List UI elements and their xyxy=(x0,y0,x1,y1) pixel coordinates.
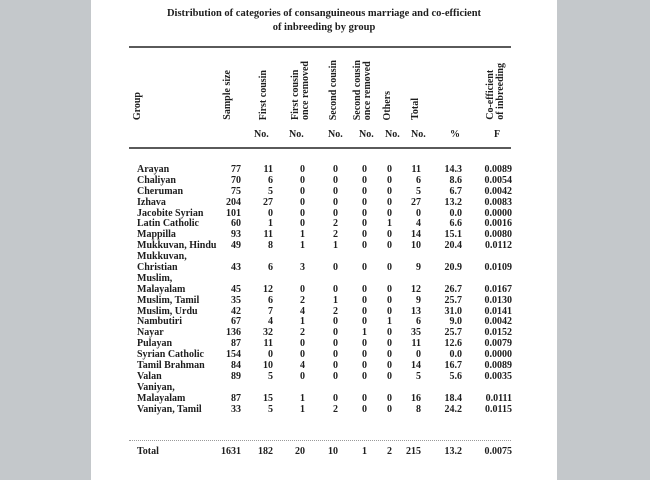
cell-tot: 4 xyxy=(416,218,421,230)
cell-scor: 0 xyxy=(362,174,367,186)
cell-fc: 6 xyxy=(268,294,273,306)
cell-fc: 11 xyxy=(263,163,273,175)
cell-sample: 101 xyxy=(226,207,241,219)
header-coefficient xyxy=(486,63,506,120)
cell-f: 0.0079 xyxy=(484,338,512,350)
cell-f: 0.0167 xyxy=(484,283,512,295)
cell-sc: 0 xyxy=(333,370,338,382)
cell-fc: 8 xyxy=(268,240,273,252)
cell-fc: 11 xyxy=(263,338,273,350)
cell-tot: 10 xyxy=(411,240,421,252)
cell-scor: 0 xyxy=(362,185,367,197)
cell-sc: 0 xyxy=(333,327,338,339)
group-name: Muslim, Tamil xyxy=(137,294,200,306)
cell-sc: 2 xyxy=(333,229,338,241)
cell-f: 0.0111 xyxy=(485,392,512,404)
cell-pct: 9.0 xyxy=(449,316,462,328)
cell-f: 0.0035 xyxy=(484,370,512,382)
cell-oth: 0 xyxy=(387,294,392,306)
cell-f: 0.0109 xyxy=(484,262,512,274)
cell-scor: 0 xyxy=(362,218,367,230)
cell-pct: 6.7 xyxy=(449,185,462,197)
cell-sc: 0 xyxy=(333,174,338,186)
cell-fcor: 1 xyxy=(300,392,305,404)
cell-sample: 93 xyxy=(231,229,241,241)
cell-tot: 5 xyxy=(416,185,421,197)
cell-f: 0.0000 xyxy=(484,207,512,219)
table-row xyxy=(91,274,557,296)
cell-f: 0.0152 xyxy=(484,327,512,339)
total-rule xyxy=(129,440,511,441)
cell-fcor: 4 xyxy=(300,305,305,317)
group-name: Chaliyan xyxy=(137,174,176,186)
cell-fcor: 1 xyxy=(300,240,305,252)
cell-fc: 15 xyxy=(263,392,273,404)
cell-tot: 0 xyxy=(416,207,421,219)
cell-scor: 0 xyxy=(362,229,367,241)
unit-coefficient: F xyxy=(494,129,501,140)
cell-fc: 5 xyxy=(268,185,273,197)
cell-sc: 0 xyxy=(333,262,338,274)
group-name: Pulayan xyxy=(137,338,173,350)
header-scor-line1: Second cousin xyxy=(352,59,363,120)
total-scor: 1 xyxy=(362,446,367,457)
cell-pct: 16.7 xyxy=(444,360,462,372)
cell-tot: 9 xyxy=(416,294,421,306)
cell-f: 0.0080 xyxy=(484,229,512,241)
total-pct: 13.2 xyxy=(444,446,462,457)
cell-oth: 0 xyxy=(387,403,392,415)
cell-sc: 1 xyxy=(333,294,338,306)
cell-scor: 1 xyxy=(362,327,367,339)
group-name: Mukkuvan, Hindu xyxy=(137,240,217,252)
cell-tot: 16 xyxy=(411,392,421,404)
cell-tot: 9 xyxy=(416,262,421,274)
cell-tot: 13 xyxy=(411,305,421,317)
cell-sample: 42 xyxy=(231,305,241,317)
cell-sc: 0 xyxy=(333,392,338,404)
cell-sc: 0 xyxy=(333,163,338,175)
unit-percent: % xyxy=(450,129,460,140)
cell-scor: 0 xyxy=(362,163,367,175)
group-name-line2: Malayalam xyxy=(137,392,186,404)
cell-fcor: 0 xyxy=(300,174,305,186)
cell-tot: 12 xyxy=(411,283,421,295)
document-page xyxy=(91,0,557,480)
cell-pct: 25.7 xyxy=(444,327,462,339)
total-sample: 1631 xyxy=(221,446,241,457)
cell-tot: 11 xyxy=(411,338,421,350)
title-line-1: Distribution of categories of consanguineous marriage and co-efficient xyxy=(166,8,482,19)
cell-sc: 0 xyxy=(333,338,338,350)
header-scor-line2: once removed xyxy=(362,61,373,120)
cell-fcor: 0 xyxy=(300,207,305,219)
cell-sample: 75 xyxy=(231,185,241,197)
group-name: Vaniyan, Tamil xyxy=(137,403,202,415)
cell-pct: 6.6 xyxy=(449,218,462,230)
cell-scor: 0 xyxy=(362,305,367,317)
total-tot: 215 xyxy=(406,446,421,457)
cell-scor: 0 xyxy=(362,294,367,306)
cell-fc: 6 xyxy=(268,174,273,186)
cell-sc: 2 xyxy=(333,305,338,317)
cell-f: 0.0042 xyxy=(484,185,512,197)
cell-sc: 2 xyxy=(333,218,338,230)
cell-sc: 0 xyxy=(333,207,338,219)
cell-sample: 67 xyxy=(231,316,241,328)
cell-scor: 0 xyxy=(362,338,367,350)
cell-tot: 6 xyxy=(416,316,421,328)
cell-scor: 0 xyxy=(362,283,367,295)
cell-oth: 1 xyxy=(387,218,392,230)
cell-fcor: 1 xyxy=(300,316,305,328)
cell-fcor: 1 xyxy=(300,403,305,415)
cell-pct: 31.0 xyxy=(444,305,462,317)
group-name-line1: Mukkuvan, xyxy=(137,251,187,263)
cell-sc: 0 xyxy=(333,196,338,208)
cell-sample: 43 xyxy=(231,262,241,274)
cell-oth: 0 xyxy=(387,185,392,197)
cell-sc: 0 xyxy=(333,316,338,328)
cell-oth: 0 xyxy=(387,338,392,350)
group-name: Izhava xyxy=(137,196,166,208)
cell-sc: 1 xyxy=(333,240,338,252)
cell-pct: 20.9 xyxy=(444,262,462,274)
table-row xyxy=(91,252,557,274)
group-name: Nayar xyxy=(137,327,164,339)
header-others: Others xyxy=(382,90,393,120)
header-total: Total xyxy=(410,98,421,120)
cell-f: 0.0130 xyxy=(484,294,512,306)
cell-fcor: 0 xyxy=(300,218,305,230)
cell-sample: 45 xyxy=(231,283,241,295)
cell-fcor: 0 xyxy=(300,185,305,197)
cell-sample: 204 xyxy=(226,196,241,208)
cell-oth: 0 xyxy=(387,240,392,252)
header-coef-line2: of inbreeding xyxy=(495,63,506,120)
cell-oth: 0 xyxy=(387,174,392,186)
cell-sc: 0 xyxy=(333,349,338,361)
cell-fc: 0 xyxy=(268,207,273,219)
cell-fcor: 0 xyxy=(300,196,305,208)
cell-pct: 5.6 xyxy=(449,370,462,382)
group-name: Cheruman xyxy=(137,185,184,197)
cell-scor: 0 xyxy=(362,240,367,252)
cell-tot: 0 xyxy=(416,349,421,361)
cell-oth: 0 xyxy=(387,392,392,404)
cell-pct: 14.3 xyxy=(444,163,462,175)
unit-first-cousin: No. xyxy=(254,129,269,140)
cell-f: 0.0083 xyxy=(484,196,512,208)
cell-fc: 1 xyxy=(268,218,273,230)
group-name: Latin Catholic xyxy=(137,218,199,230)
cell-tot: 35 xyxy=(411,327,421,339)
header-fcor-line2: once removed xyxy=(300,61,311,120)
cell-tot: 27 xyxy=(411,196,421,208)
cell-sample: 136 xyxy=(226,327,241,339)
unit-fcor: No. xyxy=(289,129,304,140)
cell-scor: 0 xyxy=(362,370,367,382)
table-title xyxy=(91,7,557,34)
unit-others: No. xyxy=(385,129,400,140)
cell-oth: 0 xyxy=(387,196,392,208)
cell-pct: 15.1 xyxy=(444,229,462,241)
cell-oth: 0 xyxy=(387,283,392,295)
cell-sample: 89 xyxy=(231,370,241,382)
header-rule xyxy=(129,147,511,149)
cell-sample: 154 xyxy=(226,349,241,361)
group-name-line2: Malayalam xyxy=(137,283,186,295)
cell-pct: 25.7 xyxy=(444,294,462,306)
table-body xyxy=(91,165,557,416)
unit-scor: No. xyxy=(359,129,374,140)
table-row xyxy=(91,405,557,416)
cell-fcor: 0 xyxy=(300,349,305,361)
cell-fcor: 0 xyxy=(300,338,305,350)
total-sc: 10 xyxy=(328,446,338,457)
group-name: Valan xyxy=(137,370,162,382)
cell-f: 0.0115 xyxy=(485,403,512,415)
cell-sample: 77 xyxy=(231,163,241,175)
cell-scor: 0 xyxy=(362,207,367,219)
total-label: Total xyxy=(137,446,159,457)
cell-fc: 0 xyxy=(268,349,273,361)
cell-pct: 20.4 xyxy=(444,240,462,252)
cell-pct: 13.2 xyxy=(444,196,462,208)
cell-pct: 12.6 xyxy=(444,338,462,350)
cell-sample: 49 xyxy=(231,240,241,252)
cell-tot: 14 xyxy=(411,229,421,241)
total-fc: 182 xyxy=(258,446,273,457)
cell-sc: 0 xyxy=(333,283,338,295)
cell-fcor: 2 xyxy=(300,294,305,306)
cell-fcor: 2 xyxy=(300,327,305,339)
cell-fc: 10 xyxy=(263,360,273,372)
cell-sample: 33 xyxy=(231,403,241,415)
cell-f: 0.0089 xyxy=(484,360,512,372)
cell-oth: 0 xyxy=(387,163,392,175)
cell-sample: 60 xyxy=(231,218,241,230)
header-group: Group xyxy=(132,91,143,120)
cell-sample: 84 xyxy=(231,360,241,372)
cell-fc: 6 xyxy=(268,262,273,274)
header-second-cousin: Second cousin xyxy=(328,59,339,120)
cell-fcor: 3 xyxy=(300,262,305,274)
cell-fc: 11 xyxy=(263,229,273,241)
cell-fc: 32 xyxy=(263,327,273,339)
cell-sample: 87 xyxy=(231,338,241,350)
cell-oth: 0 xyxy=(387,305,392,317)
cell-fc: 4 xyxy=(268,316,273,328)
table-row xyxy=(91,296,557,307)
cell-pct: 8.6 xyxy=(449,174,462,186)
cell-scor: 0 xyxy=(362,403,367,415)
unit-second-cousin: No. xyxy=(328,129,343,140)
total-oth: 2 xyxy=(387,446,392,457)
cell-f: 0.0000 xyxy=(484,349,512,361)
group-name: Tamil Brahman xyxy=(137,360,205,372)
cell-fc: 27 xyxy=(263,196,273,208)
cell-f: 0.0141 xyxy=(484,305,512,317)
group-name: Muslim, Urdu xyxy=(137,305,198,317)
table-row xyxy=(91,198,557,209)
cell-scor: 0 xyxy=(362,349,367,361)
cell-pct: 18.4 xyxy=(444,392,462,404)
cell-fc: 7 xyxy=(268,305,273,317)
cell-fcor: 1 xyxy=(300,229,305,241)
top-rule xyxy=(129,46,511,48)
cell-sc: 0 xyxy=(333,360,338,372)
header-sample-size: Sample size xyxy=(222,70,233,120)
total-row xyxy=(91,445,557,457)
cell-fcor: 0 xyxy=(300,163,305,175)
cell-sample: 35 xyxy=(231,294,241,306)
cell-oth: 0 xyxy=(387,229,392,241)
header-coef-line1: Co-efficient xyxy=(485,70,496,120)
cell-fcor: 0 xyxy=(300,370,305,382)
cell-oth: 0 xyxy=(387,370,392,382)
header-first-cousin-once-removed xyxy=(291,61,311,120)
cell-oth: 0 xyxy=(387,327,392,339)
cell-scor: 0 xyxy=(362,392,367,404)
cell-pct: 26.7 xyxy=(444,283,462,295)
cell-sc: 2 xyxy=(333,403,338,415)
cell-pct: 24.2 xyxy=(444,403,462,415)
cell-pct: 0.0 xyxy=(449,349,462,361)
cell-pct: 0.0 xyxy=(449,207,462,219)
cell-oth: 0 xyxy=(387,262,392,274)
group-name-line2: Christian xyxy=(137,262,178,274)
group-name-line1: Muslim, xyxy=(137,272,173,284)
cell-oth: 0 xyxy=(387,360,392,372)
cell-f: 0.0112 xyxy=(485,240,512,252)
total-fcor: 20 xyxy=(295,446,305,457)
group-name: Syrian Catholic xyxy=(137,349,204,361)
table-row xyxy=(91,383,557,405)
cell-fcor: 0 xyxy=(300,283,305,295)
cell-f: 0.0016 xyxy=(484,218,512,230)
unit-total: No. xyxy=(411,129,426,140)
cell-fc: 12 xyxy=(263,283,273,295)
header-second-cousin-once-removed xyxy=(353,60,373,120)
cell-tot: 5 xyxy=(416,370,421,382)
cell-sample: 87 xyxy=(231,392,241,404)
column-headers xyxy=(91,50,557,138)
cell-scor: 0 xyxy=(362,360,367,372)
cell-f: 0.0054 xyxy=(484,174,512,186)
total-f: 0.0075 xyxy=(484,446,512,457)
cell-oth: 0 xyxy=(387,207,392,219)
header-fcor-line1: First cousin xyxy=(290,69,301,120)
cell-tot: 14 xyxy=(411,360,421,372)
cell-f: 0.0089 xyxy=(484,163,512,175)
cell-tot: 8 xyxy=(416,403,421,415)
title-line-2: of inbreeding by group xyxy=(272,21,376,33)
group-name-line1: Vaniyan, xyxy=(137,381,175,393)
cell-fcor: 4 xyxy=(300,360,305,372)
header-first-cousin: First cousin xyxy=(258,69,269,120)
cell-scor: 0 xyxy=(362,196,367,208)
group-name: Nambutiri xyxy=(137,316,182,328)
cell-sc: 0 xyxy=(333,185,338,197)
group-name: Jacobite Syrian xyxy=(137,207,204,219)
cell-fc: 5 xyxy=(268,370,273,382)
group-name: Mappilla xyxy=(137,229,176,241)
cell-fc: 5 xyxy=(268,403,273,415)
cell-tot: 6 xyxy=(416,174,421,186)
cell-oth: 1 xyxy=(387,316,392,328)
cell-tot: 11 xyxy=(411,163,421,175)
cell-sample: 70 xyxy=(231,174,241,186)
cell-scor: 0 xyxy=(362,262,367,274)
cell-scor: 0 xyxy=(362,316,367,328)
cell-f: 0.0042 xyxy=(484,316,512,328)
group-name: Arayan xyxy=(137,163,170,175)
cell-oth: 0 xyxy=(387,349,392,361)
